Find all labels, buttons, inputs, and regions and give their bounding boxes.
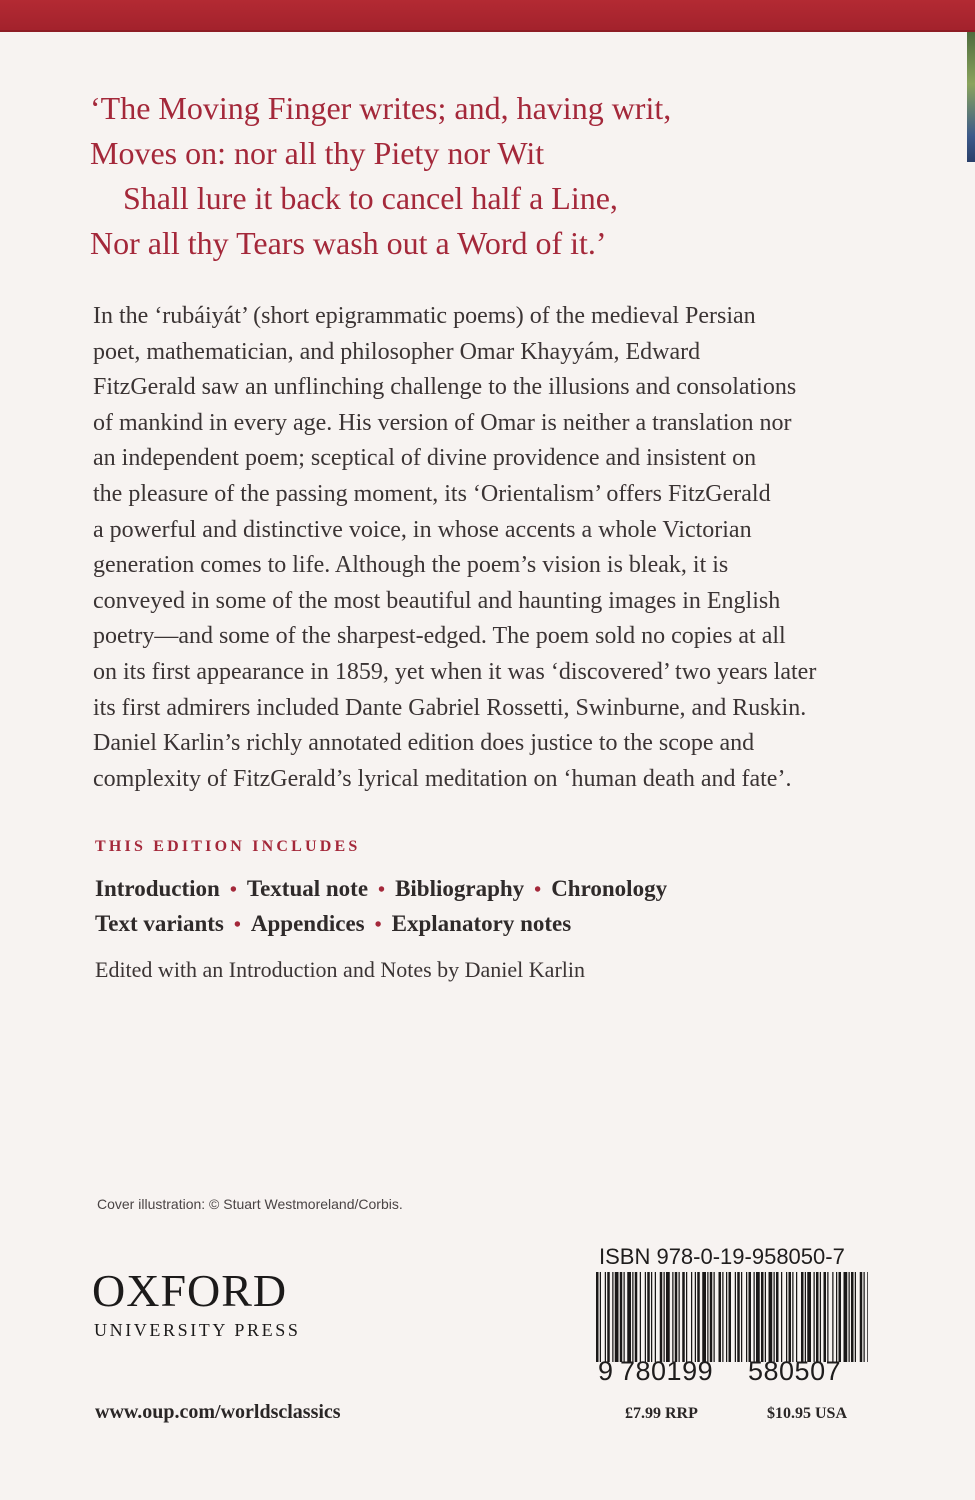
feature-item: Textual note	[246, 876, 369, 901]
description-line: complexity of FitzGerald’s lyrical meditation on ‘human death and fate’.	[93, 765, 792, 792]
barcode-bar	[867, 1272, 868, 1362]
book-description	[93, 299, 893, 797]
bullet-separator: •	[233, 914, 241, 936]
bullet-separator: •	[229, 879, 237, 901]
price-rrp: £7.99 RRP	[625, 1405, 698, 1422]
barcode-bar	[851, 1272, 854, 1362]
barcode-bar	[672, 1272, 673, 1362]
barcode-bar	[605, 1272, 606, 1362]
barcode-digit-group-2: 580507	[748, 1356, 842, 1386]
barcode-bar	[801, 1272, 804, 1362]
barcode-bar	[789, 1272, 792, 1362]
cover-illustration-credit: Cover illustration: © Stuart Westmoreland/Corbis.	[97, 1196, 403, 1212]
top-color-band	[0, 0, 975, 32]
barcode-bar	[756, 1272, 760, 1362]
isbn-label: ISBN 978-0-19-958050-7	[599, 1244, 845, 1269]
barcode-bar	[655, 1272, 656, 1362]
barcode-bar	[864, 1272, 865, 1362]
barcode-digit-first: 9	[598, 1356, 614, 1386]
barcode-bar	[836, 1272, 837, 1362]
barcode-bar	[726, 1272, 727, 1362]
features-row-2	[95, 907, 855, 942]
barcode-bar	[805, 1272, 806, 1362]
feature-item: Explanatory notes	[391, 911, 572, 936]
barcode-bar	[645, 1272, 646, 1362]
feature-item: Chronology	[551, 876, 668, 901]
feature-item: Introduction	[95, 876, 220, 901]
barcode-bar	[746, 1272, 747, 1362]
barcode-bar	[827, 1272, 828, 1362]
barcode-bar	[769, 1272, 773, 1362]
publisher-subtitle: UNIVERSITY PRESS	[94, 1320, 301, 1340]
barcode-bar	[781, 1272, 782, 1362]
barcode-bar	[660, 1272, 663, 1362]
feature-item: Bibliography	[395, 876, 525, 901]
edited-by-line: Edited with an Introduction and Notes by Daniel Karlin	[95, 957, 585, 982]
barcode-bar	[695, 1272, 696, 1362]
description-line: its first admirers included Dante Gabriel Rossetti, Swinburne, and Ruskin.	[93, 694, 807, 721]
description-line: of mankind in every age. His version of Omar is neither a translation nor	[93, 409, 792, 436]
barcode-bar	[666, 1272, 670, 1362]
barcode-bar	[686, 1272, 687, 1362]
barcode-bar	[860, 1272, 863, 1362]
description-line: poetry—and some of the sharpest-edged. The poem sold no copies at all	[93, 623, 786, 650]
barcode-bar	[679, 1272, 680, 1362]
barcode-bar	[647, 1272, 650, 1362]
feature-item: Text variants	[95, 911, 224, 936]
barcode-bar	[651, 1272, 652, 1362]
barcode-bar	[765, 1272, 766, 1362]
barcode-bar	[814, 1272, 815, 1362]
barcode-bar	[774, 1272, 775, 1362]
quote-line: ‘The Moving Finger writes; and, having writ,	[90, 90, 672, 126]
barcode-bar	[735, 1272, 736, 1362]
barcode-bar	[844, 1272, 848, 1362]
barcode-bar	[816, 1272, 819, 1362]
barcode-bar	[832, 1272, 833, 1362]
barcode-bar	[849, 1272, 850, 1362]
barcode-bar	[722, 1272, 723, 1362]
quote-line: Moves on: nor all thy Piety nor Wit	[90, 135, 545, 171]
barcode-bar	[632, 1272, 633, 1362]
quote-line: Shall lure it back to cancel half a Line,	[123, 180, 618, 216]
barcode-bar	[714, 1272, 715, 1362]
barcode-bar	[729, 1272, 732, 1362]
barcode-bar	[737, 1272, 740, 1362]
epigraph-quote	[90, 86, 790, 266]
feature-item: Appendices	[250, 911, 365, 936]
features-row-1	[95, 872, 855, 907]
barcode-bar	[702, 1272, 706, 1362]
barcode-bar	[749, 1272, 752, 1362]
barcode-bar	[615, 1272, 619, 1362]
barcode-digit-group-1: 780199	[620, 1356, 714, 1386]
bullet-separator: •	[378, 879, 386, 901]
description-line: a powerful and distinctive voice, in whose accents a whole Victorian	[93, 516, 752, 543]
barcode-bar	[792, 1272, 793, 1362]
description-line: In the ‘rubáiyát’ (short epigrammatic poems) of the medieval Persian	[93, 303, 756, 329]
barcode-bar	[707, 1272, 708, 1362]
description-line: FitzGerald saw an unflinching challenge to the illusions and consolations	[93, 374, 797, 401]
barcode-bar	[710, 1272, 713, 1362]
barcode-bar	[612, 1272, 613, 1362]
barcode-bar	[635, 1272, 638, 1362]
barcode-bar	[839, 1272, 842, 1362]
edition-features	[95, 872, 855, 942]
barcode-bar	[820, 1272, 821, 1362]
barcode-bar	[691, 1272, 692, 1362]
barcode-bar	[754, 1272, 755, 1362]
barcode-bar	[664, 1272, 665, 1362]
description-line: poet, mathematician, and philosopher Omar Khayyám, Edward	[93, 338, 701, 365]
publisher-url: www.oup.com/worldsclassics	[95, 1401, 341, 1423]
barcode-bar	[675, 1272, 678, 1362]
barcode-bar	[620, 1272, 623, 1362]
price-usa: $10.95 USA	[767, 1405, 848, 1422]
quote-line: Nor all thy Tears wash out a Word of it.’	[90, 225, 607, 261]
barcode-bar	[796, 1272, 797, 1362]
bullet-separator: •	[534, 879, 542, 901]
barcode-bar	[855, 1272, 856, 1362]
barcode-bar	[682, 1272, 685, 1362]
barcode-bar	[640, 1272, 641, 1362]
bullet-separator: •	[374, 914, 382, 936]
barcode-bar	[607, 1272, 610, 1362]
barcode-bar	[786, 1272, 787, 1362]
description-line: generation comes to life. Although the poem’s vision is bleak, it is	[93, 552, 729, 579]
publisher-logo: OXFORD	[92, 1265, 288, 1316]
barcode-bar	[596, 1272, 599, 1362]
description-line: on its first appearance in 1859, yet when it was ‘discovered’ two years later	[93, 658, 817, 685]
barcode-bar	[824, 1272, 827, 1362]
description-line: Daniel Karlin’s richly annotated edition does justice to the scope and	[93, 730, 755, 757]
description-line: an independent poem; sceptical of divine providence and insistent on	[93, 445, 757, 472]
barcode-bar	[776, 1272, 779, 1362]
barcode-bar	[719, 1272, 722, 1362]
barcode-bar	[600, 1272, 601, 1362]
barcode-bar	[761, 1272, 764, 1362]
barcode-bar	[697, 1272, 700, 1362]
barcode-bar	[741, 1272, 742, 1362]
barcode-bar	[627, 1272, 631, 1362]
cover-edge-sliver	[967, 32, 975, 162]
edition-includes-heading: THIS EDITION INCLUDES	[95, 838, 361, 855]
description-line: conveyed in some of the most beautiful and haunting images in English	[93, 587, 781, 614]
barcode-bar	[624, 1272, 625, 1362]
isbn-barcode	[596, 1272, 868, 1362]
barcode-bar	[807, 1272, 811, 1362]
description-line: the pleasure of the passing moment, its ‘Orientalism’ offers FitzGerald	[93, 480, 771, 507]
